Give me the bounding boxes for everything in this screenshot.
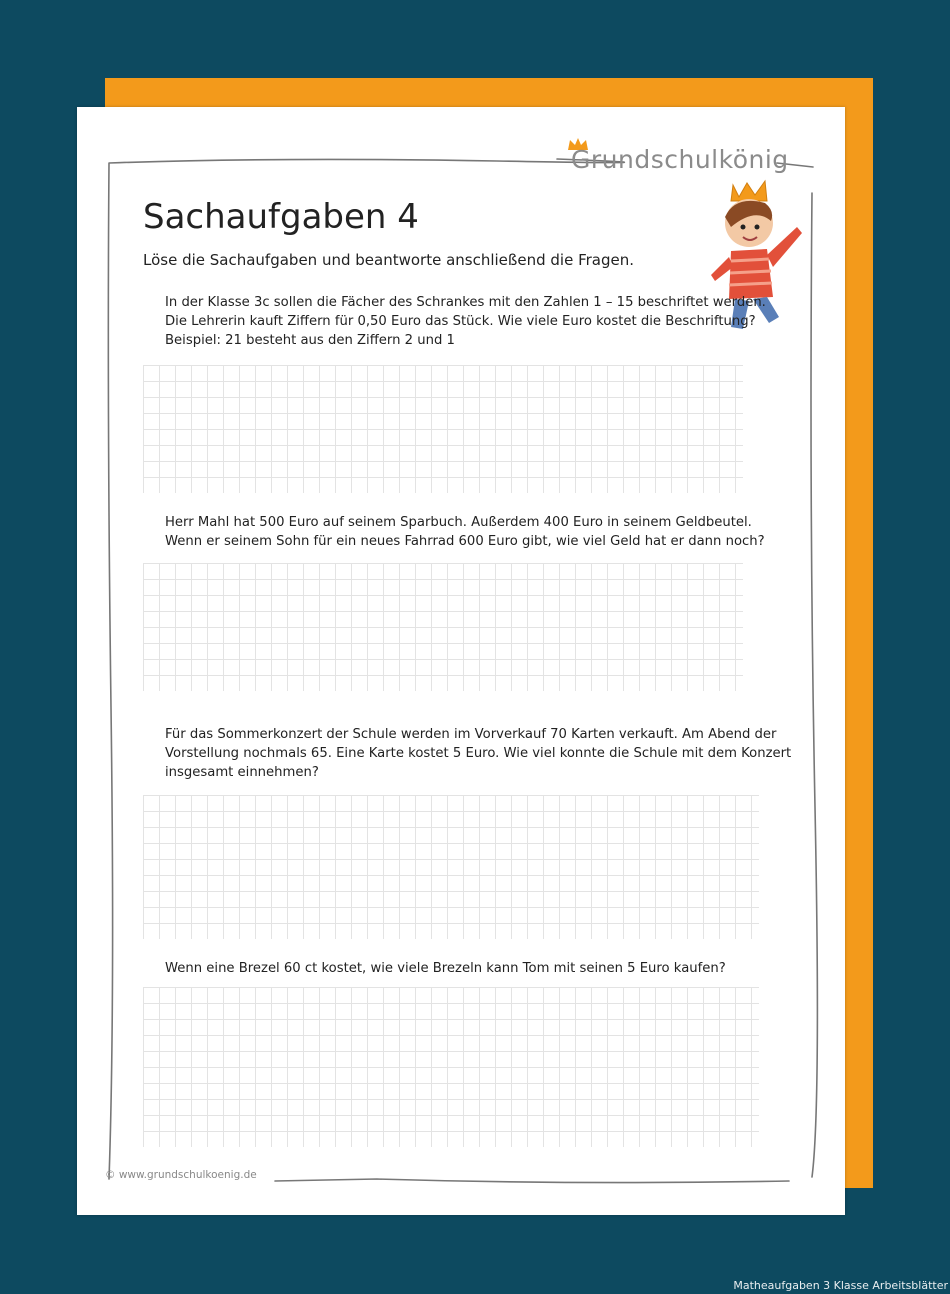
image-caption: Matheaufgaben 3 Klasse Arbeitsblätter [733,1279,948,1292]
task-line: Die Lehrerin kauft Ziffern für 0,50 Euro das Stück. Wie viele Euro kostet die Beschriftung? [165,314,756,329]
task-3-text [165,725,805,782]
task-line: Herr Mahl hat 500 Euro auf seinem Sparbuch. Außerdem 400 Euro in seinem Geldbeutel. [165,515,752,530]
answer-grid-2[interactable] [143,563,743,691]
answer-grid-4[interactable] [143,987,759,1147]
worksheet-page [77,107,845,1215]
copyright-footer: © www.grundschulkoenig.de [105,1169,257,1181]
brand-logo-text: Grundschulkönig [571,145,789,174]
task-2-text [165,513,805,551]
task-1-text [165,293,805,350]
worksheet-instruction: Löse die Sachaufgaben und beantworte anschließend die Fragen. [143,251,634,269]
task-line: Vorstellung nochmals 65. Eine Karte kostet 5 Euro. Wie viel konnte die Schule mit dem Konzert [165,746,792,761]
task-line: insgesamt einnehmen? [165,765,319,780]
task-4-text [165,959,805,978]
answer-grid-3[interactable] [143,795,759,939]
task-line: Für das Sommerkonzert der Schule werden im Vorverkauf 70 Karten verkauft. Am Abend der [165,727,777,742]
task-line: Beispiel: 21 besteht aus den Ziffern 2 und 1 [165,333,455,348]
worksheet-title: Sachaufgaben 4 [143,197,419,237]
task-line: In der Klasse 3c sollen die Fächer des Schrankes mit den Zahlen 1 – 15 beschriftet werden. [165,295,766,310]
answer-grid-1[interactable] [143,365,743,493]
task-line: Wenn er seinem Sohn für ein neues Fahrrad 600 Euro gibt, wie viel Geld hat er dann noch? [165,534,765,549]
task-line: Wenn eine Brezel 60 ct kostet, wie viele Brezeln kann Tom mit seinen 5 Euro kaufen? [165,961,726,976]
